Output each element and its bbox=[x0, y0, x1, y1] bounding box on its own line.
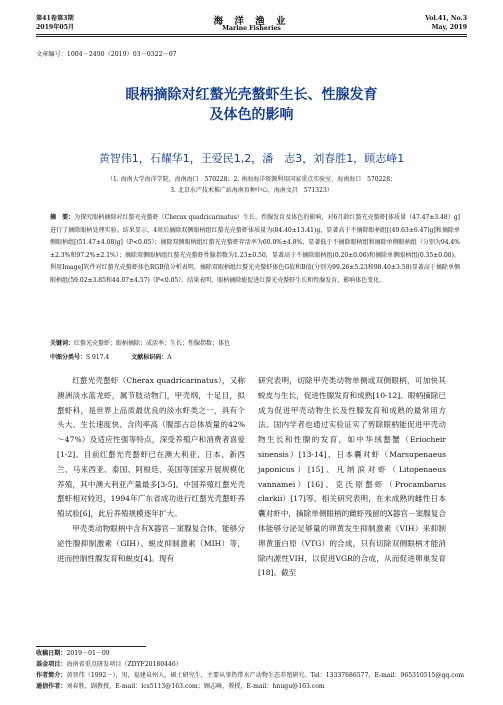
header-right bbox=[425, 14, 467, 32]
keywords: 红螯光壳螯虾；眼柄摘除；成活率；生长；性腺指数；体色 bbox=[74, 340, 231, 347]
intro-paragraph-2: 甲壳类动物眼柄中含有X器官－窦腺复合体，能够分泌性腺抑制激素（GIH）、蜕皮抑制激素（MIH）等，进而控制性腺发育和蜕皮[4]。现有 bbox=[57, 523, 245, 563]
issue-date-cn: 2019年05月 bbox=[36, 24, 75, 31]
abstract-label: 摘 要： bbox=[50, 214, 75, 221]
abstract-text: 为探究眼柄摘除对红螯光壳螯虾（Cherax quadricarinatus）生长、性腺发育及体色的影响，对6月龄红螯光壳螯虾[体质量（47.47±3.48）g]进行了摘除眼柄处理实验。结果显示，4周后摘除双侧眼柄组红螯光壳螯虾体质量为(84.40±13.41)g，显著高于不摘除眼柄组[(49.63±6.47)g]和摘除单侧眼柄组[(51.47±4.08)g]（P<0.05）；摘除双侧眼柄组红螯光壳螯虾存活率为60.0%±4.8%，显著低于不摘除眼柄组和摘除单侧眼柄组（分别为94.4%±2.3%和97.2%±2.1%）；摘除双侧眼柄组红螯光壳螯虾性腺指数为1.23±0.50，显著高于不摘除眼柄组(0.20±0.06)和摘除单侧眼柄组(0.35±0.08)。利用ImageJ软件对红螯光壳螯虾体色RGB值分析表明，摘除双眼柄组红螯光壳螯虾体色G值和B值(分别为99.26±5.23和98.40±3.58)显著高于摘除单侧眼柄组(59.02±3.85和44.07±4.57)（P<0.05）。结果表明，眼柄摘除能促进红螯光壳螯虾生长和性腺发育，影响体色变化。 bbox=[50, 214, 460, 284]
doc-code-label: 文献标识码： bbox=[131, 354, 168, 361]
volume-issue: 第41卷第3期 bbox=[36, 15, 74, 22]
fund-row: 基金项目：海南省重点研发项目（ZDYF20180446） bbox=[36, 661, 182, 668]
author-list: 黄智伟1，石耀华1，王爱民1,2，潘 志3，刘春胜1，顾志峰1 bbox=[98, 152, 405, 165]
doc-code: A bbox=[167, 354, 172, 361]
received-date-row: 收稿日期：2019－01－09 bbox=[36, 650, 110, 657]
article-number: 文章编号：1004－2490（2019）03－0322－07 bbox=[36, 51, 177, 58]
body-column-left bbox=[57, 374, 245, 566]
title-line-2: 及体色的影响 bbox=[209, 107, 294, 123]
intro-paragraph-1: 红螯光壳螯虾（Cherax quadricarinatus），又称澳洲淡水蓝龙虾，属节肢动物门，甲壳纲，十足目，拟螯虾科，是世界上品质最优良的淡水虾类之一，具有个头大、生长速度快、含肉率高（腹部占总体质量的42%～47%）及适应性强等特点，深受养殖户和消费者喜爱[1-2]。目前红螯光壳螯虾已在澳大利亚、日本、新西兰、马来西亚、泰国、阿根廷、美国等国家开展规模化养殖，其中澳大利亚产量最多[3-5]。中国养殖红螯光壳螯虾相对较迟，1994年广东省成功进行红螯光壳螯虾养殖试验[6]，此后养殖规模逐年扩大。 bbox=[57, 376, 245, 519]
author-info-row: 作者简介：黄智伟（1992－），男，福建泉州人，硕士研究生，主要从事热带水产动物生态养殖研究。Tel：13337686577，E-mail：965310515@qq.com bbox=[36, 672, 465, 679]
affiliation-line-1: （1. 海南大学海洋学院，海南海口 570228；2. 南海海洋资源利用国家重点实验室，海南海口 570228； bbox=[106, 176, 397, 183]
affiliations bbox=[40, 174, 463, 196]
abstract bbox=[50, 212, 460, 288]
classification-row bbox=[50, 352, 460, 361]
keywords-row bbox=[50, 338, 460, 347]
corresponding-author-row: 通信作者：刘春胜，副教授，E-mail：lcs5113@163.com；顾志峰，教授，E-mail：hnugu@163.com bbox=[36, 683, 325, 690]
intro-paragraph-3: 研究表明，切除甲壳类动物单侧或双侧眼柄，可加快其蜕皮与生长，促进性腺发育和成熟[10-12]。眼柄摘除已成为促进甲壳动物生长及性腺发育和成熟的最常用方法。国内学者也通过实验证实了剪除眼柄能促进甲壳动物生长和性腺的发育，如中华绒螯蟹（Eriocheir sinensis）[13-14]、日本囊对虾（Marsupenaeus japonicus）[15]、凡纳滨对虾（Litopenaeus vannamei）[16]、克氏原螯虾（Procambarus clarkii）[17]等。相关研究表明，在未成熟的雌性日本囊对虾中，摘除单侧眼柄的雌虾残留的X器官－窦腺复合体能够分泌足够量的卵黄发生抑制激素（VIH）来抑制卵黄蛋白原（VTG）的合成，只有切除双侧眼柄才能消除内源性VIH，以促进VGR的合成，从而促进卵巢发育[18]。截至 bbox=[258, 376, 446, 578]
body-column-right bbox=[258, 374, 446, 581]
header-rule-2 bbox=[36, 36, 467, 37]
header-rule bbox=[36, 34, 467, 35]
footnotes bbox=[36, 648, 467, 692]
journal-name-cn: 海 洋 渔 业 bbox=[213, 16, 290, 27]
journal-name-en: Marine Fisheries bbox=[222, 25, 281, 32]
affiliation-line-2: 3. 北京水产技术推广站海南育种中心，海南文昌 571323） bbox=[170, 187, 333, 194]
paper-title bbox=[0, 85, 503, 125]
keywords-label: 关键词： bbox=[50, 340, 75, 347]
clc-label: 中图分类号： bbox=[50, 354, 87, 361]
issue-date-en: May, 2019 bbox=[431, 24, 467, 31]
title-line-1: 眼柄摘除对红螯光壳螯虾生长、性腺发育 bbox=[125, 87, 378, 103]
footnote-rule bbox=[36, 646, 146, 647]
volume-en: Vol.41, No.3 bbox=[425, 15, 467, 22]
clc-code: S 917.4 bbox=[86, 354, 110, 361]
